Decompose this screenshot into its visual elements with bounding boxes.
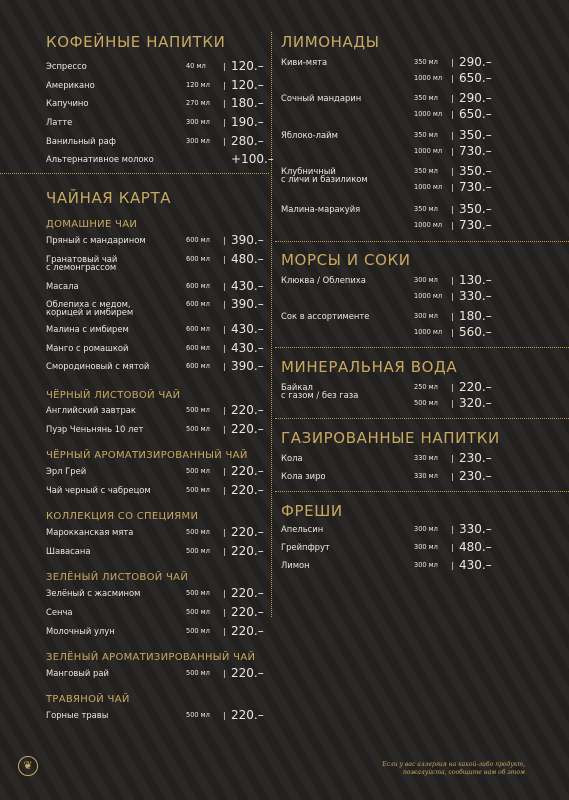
lemonade-item-volume: 1000 мл <box>414 147 443 155</box>
black-leaf-item-volume: 500 мл <box>186 406 210 414</box>
black-leaf-item-price: 220.– <box>231 403 264 417</box>
price-separator: | <box>451 94 454 103</box>
green-leaf-item-name: Молочный улун <box>46 626 115 636</box>
home-tea-item-volume: 600 мл <box>186 255 210 263</box>
mors-item-volume: 300 мл <box>414 312 438 320</box>
lemonade-item-name-line2: с личи и базиликом <box>281 174 368 184</box>
coffee-item <box>46 134 271 151</box>
coffee-item-volume: 300 мл <box>186 137 210 145</box>
mors-item-price: 330.– <box>459 289 492 303</box>
soda-item <box>281 451 499 468</box>
coffee-item-price: +100.– <box>231 152 274 166</box>
fresh-item-volume: 300 мл <box>414 525 438 533</box>
price-separator: | <box>223 81 226 90</box>
subsection-herbal-title: ТРАВЯНОЙ ЧАЙ <box>46 694 130 705</box>
green-leaf-item <box>46 605 271 622</box>
lemonade-item-price: 650.– <box>459 107 492 121</box>
mineral-item-volume: 250 мл <box>414 383 438 391</box>
fresh-item-name: Лимон <box>281 560 310 570</box>
home-tea-item-name: Смородиновый с мятой <box>46 361 150 371</box>
home-tea-item-name: Облепиха с медом, <box>46 299 131 309</box>
mineral-item-name-line2: с газом / без газа <box>281 390 359 400</box>
section-coffee-title: КОФЕЙНЫЕ НАПИТКИ <box>46 33 226 51</box>
lemonade-item-price: 730.– <box>459 144 492 158</box>
section-lemonades-title: ЛИМОНАДЫ <box>281 33 380 51</box>
lemonade-item <box>281 144 499 161</box>
home-tea-item-price: 390.– <box>231 233 264 247</box>
black-leaf-item <box>46 403 271 420</box>
mors-item <box>281 325 499 342</box>
section-soda-title: ГАЗИРОВАННЫЕ НАПИТКИ <box>281 429 500 447</box>
home-tea-item-name: Манго с ромашкой <box>46 343 129 353</box>
price-separator: | <box>223 344 226 353</box>
lemonade-item-volume: 350 мл <box>414 131 438 139</box>
price-separator: | <box>451 110 454 119</box>
green-leaf-item-volume: 500 мл <box>186 608 210 616</box>
fresh-item <box>281 540 499 557</box>
mineral-item <box>281 396 499 413</box>
herbal-item-volume: 500 мл <box>186 711 210 719</box>
fresh-item-price: 430.– <box>459 558 492 572</box>
price-separator: | <box>223 627 226 636</box>
price-separator: | <box>451 292 454 301</box>
soda-item-volume: 330 мл <box>414 472 438 480</box>
green-leaf-item-volume: 500 мл <box>186 627 210 635</box>
price-separator: | <box>223 711 226 720</box>
mors-item-volume: 1000 мл <box>414 328 443 336</box>
coffee-item-volume: 270 мл <box>186 99 210 107</box>
home-tea-item-price: 430.– <box>231 279 264 293</box>
price-separator: | <box>223 300 226 309</box>
home-tea-item <box>46 297 271 317</box>
price-separator: | <box>223 255 226 264</box>
price-separator: | <box>451 383 454 392</box>
spices-item-volume: 500 мл <box>186 528 210 536</box>
subsection-green-leaf-title: ЗЕЛЁНЫЙ ЛИСТОВОЙ ЧАЙ <box>46 572 189 583</box>
lemonade-item <box>281 218 499 235</box>
coffee-item-price: 120.– <box>231 59 264 73</box>
spices-item-price: 220.– <box>231 544 264 558</box>
spices-item <box>46 544 271 561</box>
price-separator: | <box>451 312 454 321</box>
soda-item-price: 230.– <box>459 469 492 483</box>
fresh-item-name: Грейпфрут <box>281 542 330 552</box>
lemonade-item-volume: 350 мл <box>414 94 438 102</box>
green-leaf-item-name: Сенча <box>46 607 73 617</box>
coffee-item-volume: 300 мл <box>186 118 210 126</box>
home-tea-item-name: Масала <box>46 281 79 291</box>
lemonade-item <box>281 128 499 145</box>
mineral-item <box>281 380 499 400</box>
coffee-item-price: 180.– <box>231 96 264 110</box>
black-flavored-item-price: 220.– <box>231 483 264 497</box>
home-tea-item <box>46 341 271 358</box>
coffee-item-name: Капучино <box>46 98 89 108</box>
spices-item <box>46 525 271 542</box>
soda-item-price: 230.– <box>459 451 492 465</box>
green-leaf-item <box>46 586 271 603</box>
price-separator: | <box>223 62 226 71</box>
mors-item <box>281 289 499 306</box>
lemonade-item <box>281 180 499 197</box>
mors-item-price: 560.– <box>459 325 492 339</box>
price-separator: | <box>223 425 226 434</box>
lemonade-item-price: 730.– <box>459 218 492 232</box>
price-separator: | <box>451 131 454 140</box>
price-separator: | <box>223 118 226 127</box>
coffee-item-volume: 120 мл <box>186 81 210 89</box>
price-separator: | <box>223 528 226 537</box>
price-separator: | <box>223 137 226 146</box>
price-separator: | <box>223 99 226 108</box>
subsection-black-flavored-title: ЧЁРНЫЙ АРОМАТИЗИРОВАННЫЙ ЧАЙ <box>46 450 248 461</box>
price-separator: | <box>223 362 226 371</box>
price-separator: | <box>451 147 454 156</box>
section-mors-title: МОРСЫ И СОКИ <box>281 251 411 269</box>
black-flavored-item-volume: 500 мл <box>186 486 210 494</box>
coffee-item <box>46 115 271 132</box>
home-tea-item-volume: 600 мл <box>186 362 210 370</box>
price-separator: | <box>223 669 226 678</box>
price-separator: | <box>223 547 226 556</box>
black-leaf-item <box>46 422 271 439</box>
fresh-item <box>281 558 499 575</box>
lemonade-item-price: 290.– <box>459 91 492 105</box>
fresh-item-price: 330.– <box>459 522 492 536</box>
home-tea-item-name: Малина с имбирем <box>46 324 129 334</box>
lemonade-item <box>281 91 499 108</box>
section-divider <box>275 241 569 242</box>
black-flavored-item-price: 220.– <box>231 464 264 478</box>
lemonade-item <box>281 107 499 124</box>
coffee-item <box>46 96 271 113</box>
black-flavored-item-name: Чай черный с чабрецом <box>46 485 151 495</box>
leaf-emblem-icon: ❦ <box>18 756 38 776</box>
mors-item-volume: 300 мл <box>414 276 438 284</box>
coffee-item-volume: 40 мл <box>186 62 206 70</box>
price-separator: | <box>223 467 226 476</box>
fresh-item <box>281 522 499 539</box>
lemonade-item-price: 730.– <box>459 180 492 194</box>
price-separator: | <box>223 608 226 617</box>
black-flavored-item-name: Эрл Грей <box>46 466 87 476</box>
subsection-black-leaf-title: ЧЁРНЫЙ ЛИСТОВОЙ ЧАЙ <box>46 390 181 401</box>
price-separator: | <box>451 276 454 285</box>
black-flavored-item-volume: 500 мл <box>186 467 210 475</box>
price-separator: | <box>223 589 226 598</box>
price-separator: | <box>451 399 454 408</box>
price-separator: | <box>451 454 454 463</box>
soda-item-name: Кола зиро <box>281 471 326 481</box>
price-separator: | <box>451 221 454 230</box>
home-tea-item <box>46 322 271 339</box>
lemonade-item-name: Киви-мята <box>281 57 328 67</box>
mors-item <box>281 309 499 326</box>
fresh-item-price: 480.– <box>459 540 492 554</box>
green-flavored-item-name: Манговый рай <box>46 668 109 678</box>
column-divider <box>271 32 272 617</box>
soda-item <box>281 469 499 486</box>
coffee-item <box>46 59 271 76</box>
lemonade-item-volume: 1000 мл <box>414 221 443 229</box>
price-separator: | <box>451 472 454 481</box>
black-leaf-item-price: 220.– <box>231 422 264 436</box>
section-tea-title: ЧАЙНАЯ КАРТА <box>46 189 172 207</box>
section-fresh-title: ФРЕШИ <box>281 502 343 520</box>
lemonade-item-volume: 1000 мл <box>414 110 443 118</box>
home-tea-item-name-line2: с лемонграссом <box>46 262 117 272</box>
lemonade-item-volume: 1000 мл <box>414 74 443 82</box>
subsection-spices-title: КОЛЛЕКЦИЯ СО СПЕЦИЯМИ <box>46 511 199 522</box>
price-separator: | <box>223 406 226 415</box>
section-divider <box>275 491 569 492</box>
lemonade-item-price: 650.– <box>459 71 492 85</box>
lemonade-item <box>281 202 499 219</box>
mors-item-name: Сок в ассортименте <box>281 311 370 321</box>
fresh-item-name: Апельсин <box>281 524 324 534</box>
mineral-item-name: Байкал <box>281 382 313 392</box>
herbal-item <box>46 708 271 725</box>
black-flavored-item <box>46 483 271 500</box>
coffee-item <box>46 152 274 169</box>
home-tea-item-volume: 600 мл <box>186 325 210 333</box>
black-flavored-item <box>46 464 271 481</box>
price-separator: | <box>223 236 226 245</box>
home-tea-item-price: 480.– <box>231 252 264 266</box>
price-separator: | <box>223 325 226 334</box>
home-tea-item <box>46 359 271 376</box>
price-separator: | <box>451 561 454 570</box>
home-tea-item <box>46 252 271 272</box>
lemonade-item-name: Клубничный <box>281 166 336 176</box>
black-leaf-item-name: Пуэр Ченьнянь 10 лет <box>46 424 144 434</box>
spices-item-name: Марокканская мята <box>46 527 134 537</box>
green-flavored-item-volume: 500 мл <box>186 669 210 677</box>
home-tea-item-volume: 600 мл <box>186 300 210 308</box>
price-separator: | <box>451 74 454 83</box>
black-leaf-item-name: Английский завтрак <box>46 405 136 415</box>
green-leaf-item <box>46 624 271 641</box>
lemonade-item-name: Сочный мандарин <box>281 93 362 103</box>
section-divider <box>0 173 269 174</box>
coffee-item-name: Латте <box>46 117 73 127</box>
home-tea-item-volume: 600 мл <box>186 236 210 244</box>
price-separator: | <box>451 205 454 214</box>
lemonade-item-name: Малина-маракуйя <box>281 204 361 214</box>
coffee-item-name: Эспрессо <box>46 61 87 71</box>
home-tea-item-name-line2: корицей и имбирем <box>46 307 134 317</box>
price-separator: | <box>451 525 454 534</box>
coffee-item-name: Альтернативное молоко <box>46 154 154 164</box>
coffee-item-price: 280.– <box>231 134 264 148</box>
herbal-item-price: 220.– <box>231 708 264 722</box>
home-tea-item-name: Гранатовый чай <box>46 254 118 264</box>
lemonade-item <box>281 55 499 72</box>
lemonade-item-price: 290.– <box>459 55 492 69</box>
home-tea-item-volume: 600 мл <box>186 344 210 352</box>
section-divider <box>275 347 569 348</box>
lemonade-item <box>281 164 499 184</box>
fresh-item-volume: 300 мл <box>414 561 438 569</box>
green-leaf-item-volume: 500 мл <box>186 589 210 597</box>
subsection-green-flavored-title: ЗЕЛЁНЫЙ АРОМАТИЗИРОВАННЫЙ ЧАЙ <box>46 652 256 663</box>
price-separator: | <box>451 167 454 176</box>
price-separator: | <box>223 486 226 495</box>
lemonade-item-price: 350.– <box>459 128 492 142</box>
coffee-item-name: Американо <box>46 80 95 90</box>
mors-item-price: 180.– <box>459 309 492 323</box>
allergy-note <box>320 761 525 777</box>
green-flavored-item <box>46 666 271 683</box>
lemonade-item <box>281 71 499 88</box>
home-tea-item-price: 430.– <box>231 341 264 355</box>
coffee-item <box>46 78 271 95</box>
mineral-item-price: 320.– <box>459 396 492 410</box>
lemonade-item-volume: 1000 мл <box>414 183 443 191</box>
price-separator: | <box>451 58 454 67</box>
mors-item-price: 130.– <box>459 273 492 287</box>
section-mineral-title: МИНЕРАЛЬНАЯ ВОДА <box>281 358 458 376</box>
home-tea-item-name: Пряный с мандарином <box>46 235 146 245</box>
coffee-item-price: 120.– <box>231 78 264 92</box>
mors-item <box>281 273 499 290</box>
green-flavored-item-price: 220.– <box>231 666 264 680</box>
green-leaf-item-price: 220.– <box>231 605 264 619</box>
home-tea-item-price: 430.– <box>231 322 264 336</box>
fresh-item-volume: 300 мл <box>414 543 438 551</box>
mors-item-name: Клюква / Облепиха <box>281 275 366 285</box>
lemonade-item-volume: 350 мл <box>414 58 438 66</box>
coffee-item-name: Ванильный раф <box>46 136 116 146</box>
price-separator: | <box>451 183 454 192</box>
mineral-item-price: 220.– <box>459 380 492 394</box>
herbal-item-name: Горные травы <box>46 710 109 720</box>
lemonade-item-price: 350.– <box>459 202 492 216</box>
coffee-item-price: 190.– <box>231 115 264 129</box>
spices-item-price: 220.– <box>231 525 264 539</box>
soda-item-name: Кола <box>281 453 303 463</box>
allergy-note-line-2: пожалуйста, сообщите нам об этом <box>403 769 525 776</box>
home-tea-item-price: 390.– <box>231 359 264 373</box>
allergy-note-line-1: Если у вас аллергия на какой-либо продукт, <box>382 761 525 768</box>
price-separator: | <box>451 543 454 552</box>
soda-item-volume: 330 мл <box>414 454 438 462</box>
lemonade-item-volume: 350 мл <box>414 205 438 213</box>
home-tea-item <box>46 279 271 296</box>
green-leaf-item-name: Зелёный с жасмином <box>46 588 141 598</box>
lemonade-item-price: 350.– <box>459 164 492 178</box>
black-leaf-item-volume: 500 мл <box>186 425 210 433</box>
spices-item-volume: 500 мл <box>186 547 210 555</box>
lemonade-item-volume: 350 мл <box>414 167 438 175</box>
home-tea-item-volume: 600 мл <box>186 282 210 290</box>
price-separator: | <box>223 282 226 291</box>
home-tea-item-price: 390.– <box>231 297 264 311</box>
subsection-home-tea-title: ДОМАШНИЕ ЧАИ <box>46 219 138 230</box>
price-separator: | <box>451 328 454 337</box>
section-divider <box>275 418 569 419</box>
green-leaf-item-price: 220.– <box>231 624 264 638</box>
home-tea-item <box>46 233 271 250</box>
lemonade-item-name: Яблоко-лайм <box>281 130 338 140</box>
mineral-item-volume: 500 мл <box>414 399 438 407</box>
spices-item-name: Шавасана <box>46 546 91 556</box>
mors-item-volume: 1000 мл <box>414 292 443 300</box>
green-leaf-item-price: 220.– <box>231 586 264 600</box>
